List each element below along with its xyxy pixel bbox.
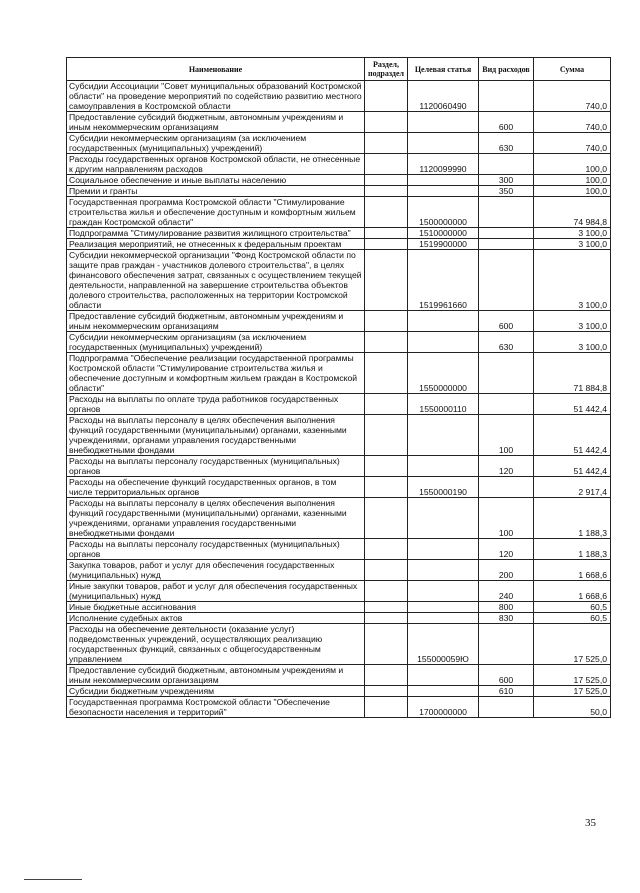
- cell-target: 1550000190: [408, 477, 479, 498]
- table-row: [67, 624, 611, 665]
- cell-kind: [479, 697, 534, 718]
- cell-target: 1550000000: [408, 353, 479, 394]
- table-row: [67, 353, 611, 394]
- cell-target: 1700000000: [408, 697, 479, 718]
- table-row: [67, 539, 611, 560]
- cell-target: 1519900000: [408, 239, 479, 250]
- cell-section: [365, 456, 408, 477]
- cell-kind: 600: [479, 112, 534, 133]
- cell-section: [365, 581, 408, 602]
- table-row: [67, 602, 611, 613]
- cell-target: [408, 665, 479, 686]
- cell-name: Подпрограмма "Обеспечение реализации государственной программы Костромской области "Стимулирование строительства жилья и обеспечение доступным и комфортным жильем граждан в Костромской области": [67, 353, 365, 394]
- cell-amount: 51 442,4: [534, 415, 611, 456]
- cell-target: [408, 602, 479, 613]
- cell-amount: 1 188,3: [534, 539, 611, 560]
- cell-kind: 800: [479, 602, 534, 613]
- cell-amount: 3 100,0: [534, 250, 611, 311]
- cell-kind: 350: [479, 186, 534, 197]
- cell-kind: 630: [479, 332, 534, 353]
- cell-kind: 200: [479, 560, 534, 581]
- cell-section: [365, 602, 408, 613]
- cell-name: Расходы на выплаты по оплате труда работников государственных органов: [67, 394, 365, 415]
- cell-target: [408, 456, 479, 477]
- cell-amount: 1 668,6: [534, 581, 611, 602]
- table-row: [67, 415, 611, 456]
- cell-target: [408, 332, 479, 353]
- cell-target: [408, 686, 479, 697]
- cell-kind: [479, 154, 534, 175]
- table-row: [67, 186, 611, 197]
- cell-target: 1550000110: [408, 394, 479, 415]
- cell-target: [408, 498, 479, 539]
- cell-target: [408, 112, 479, 133]
- cell-kind: 120: [479, 539, 534, 560]
- cell-amount: 3 100,0: [534, 332, 611, 353]
- cell-name: Расходы на выплаты персоналу государственных (муниципальных) органов: [67, 539, 365, 560]
- cell-name: Расходы на обеспечение функций государственных органов, в том числе территориальных органов: [67, 477, 365, 498]
- cell-amount: 71 884,8: [534, 353, 611, 394]
- header-amount: Сумма: [534, 58, 611, 81]
- footer-divider: [24, 879, 82, 880]
- cell-amount: 50,0: [534, 697, 611, 718]
- cell-name: Расходы государственных органов Костромской области, не отнесенные к другим направлениям расходов: [67, 154, 365, 175]
- cell-section: [365, 613, 408, 624]
- cell-section: [365, 81, 408, 112]
- cell-target: 1519961660: [408, 250, 479, 311]
- cell-target: 1510000000: [408, 228, 479, 239]
- table-header-row: [67, 58, 611, 81]
- cell-amount: 3 100,0: [534, 311, 611, 332]
- cell-target: 1120099990: [408, 154, 479, 175]
- cell-target: [408, 560, 479, 581]
- cell-section: [365, 197, 408, 228]
- cell-name: Субсидии некоммерческой организации "Фонд Костромской области по защите прав граждан - участников долевого строительства", в целях финансового обеспечения затрат, связанных с осуществлением текущей деятельности, направленной на завершение строительства объектов долевого строительства, расположенных на территории Костромской области: [67, 250, 365, 311]
- cell-target: 155000059Ю: [408, 624, 479, 665]
- cell-section: [365, 133, 408, 154]
- table-row: [67, 154, 611, 175]
- cell-name: Социальное обеспечение и иные выплаты населению: [67, 175, 365, 186]
- cell-name: Субсидии бюджетным учреждениям: [67, 686, 365, 697]
- cell-section: [365, 175, 408, 186]
- cell-amount: 17 525,0: [534, 686, 611, 697]
- cell-kind: 100: [479, 498, 534, 539]
- cell-amount: 740,0: [534, 133, 611, 154]
- cell-target: [408, 311, 479, 332]
- cell-amount: 17 525,0: [534, 665, 611, 686]
- cell-name: Государственная программа Костромской области "Обеспечение безопасности населения и территорий": [67, 697, 365, 718]
- cell-kind: [479, 394, 534, 415]
- cell-kind: 610: [479, 686, 534, 697]
- cell-kind: 300: [479, 175, 534, 186]
- cell-kind: [479, 239, 534, 250]
- cell-target: [408, 186, 479, 197]
- cell-name: Субсидии некоммерческим организациям (за исключением государственных (муниципальных) учреждений): [67, 332, 365, 353]
- table-row: [67, 477, 611, 498]
- cell-kind: [479, 250, 534, 311]
- cell-target: [408, 133, 479, 154]
- table-body: [67, 81, 611, 718]
- table-row: [67, 239, 611, 250]
- cell-name: Подпрограмма "Стимулирование развития жилищного строительства": [67, 228, 365, 239]
- table-row: [67, 112, 611, 133]
- cell-kind: 830: [479, 613, 534, 624]
- table-row: [67, 665, 611, 686]
- cell-name: Расходы на обеспечение деятельности (оказание услуг) подведомственных учреждений, осуществляющих реализацию государственных функций, связанных с общегосударственным управлением: [67, 624, 365, 665]
- cell-amount: 3 100,0: [534, 239, 611, 250]
- table-row: [67, 228, 611, 239]
- cell-section: [365, 186, 408, 197]
- cell-amount: 51 442,4: [534, 456, 611, 477]
- cell-name: Исполнение судебных актов: [67, 613, 365, 624]
- cell-name: Расходы на выплаты персоналу в целях обеспечения выполнения функций государственными (муниципальными) органами, казенными учреждениями, органами управления государственными внебюджетными фондами: [67, 498, 365, 539]
- cell-amount: 740,0: [534, 112, 611, 133]
- cell-amount: 100,0: [534, 186, 611, 197]
- cell-target: [408, 581, 479, 602]
- cell-section: [365, 560, 408, 581]
- budget-page: [66, 57, 610, 718]
- cell-target: 1500000000: [408, 197, 479, 228]
- cell-section: [365, 353, 408, 394]
- cell-amount: 3 100,0: [534, 228, 611, 239]
- table-row: [67, 133, 611, 154]
- cell-kind: [479, 624, 534, 665]
- cell-section: [365, 498, 408, 539]
- cell-kind: 100: [479, 415, 534, 456]
- table-row: [67, 250, 611, 311]
- cell-section: [365, 154, 408, 175]
- cell-name: Иные закупки товаров, работ и услуг для обеспечения государственных (муниципальных) нужд: [67, 581, 365, 602]
- cell-amount: 1 668,6: [534, 560, 611, 581]
- cell-amount: 740,0: [534, 81, 611, 112]
- cell-kind: [479, 353, 534, 394]
- cell-name: Субсидии Ассоциации "Совет муниципальных образований Костромской области" на проведение мероприятий по содействию развитию местного самоуправления в Костромской области: [67, 81, 365, 112]
- table-row: [67, 311, 611, 332]
- cell-name: Предоставление субсидий бюджетным, автономным учреждениям и иным некоммерческим организациям: [67, 665, 365, 686]
- cell-section: [365, 112, 408, 133]
- cell-kind: 630: [479, 133, 534, 154]
- cell-target: 1120060490: [408, 81, 479, 112]
- cell-section: [365, 697, 408, 718]
- cell-amount: 60,5: [534, 613, 611, 624]
- cell-section: [365, 415, 408, 456]
- cell-amount: 51 442,4: [534, 394, 611, 415]
- cell-target: [408, 613, 479, 624]
- cell-kind: [479, 477, 534, 498]
- cell-section: [365, 239, 408, 250]
- cell-section: [365, 539, 408, 560]
- table-row: [67, 175, 611, 186]
- cell-kind: 120: [479, 456, 534, 477]
- table-row: [67, 581, 611, 602]
- table-row: [67, 697, 611, 718]
- cell-section: [365, 624, 408, 665]
- cell-amount: 17 525,0: [534, 624, 611, 665]
- cell-kind: 600: [479, 311, 534, 332]
- cell-amount: 60,5: [534, 602, 611, 613]
- table-row: [67, 197, 611, 228]
- cell-kind: 600: [479, 665, 534, 686]
- header-section: Раздел, подраздел: [365, 58, 408, 81]
- cell-section: [365, 665, 408, 686]
- cell-name: Реализация мероприятий, не отнесенных к федеральным проектам: [67, 239, 365, 250]
- cell-section: [365, 311, 408, 332]
- header-target: Целевая статья: [408, 58, 479, 81]
- cell-kind: [479, 228, 534, 239]
- table-row: [67, 613, 611, 624]
- cell-name: Премии и гранты: [67, 186, 365, 197]
- cell-kind: 240: [479, 581, 534, 602]
- cell-target: [408, 539, 479, 560]
- header-name: Наименование: [67, 58, 365, 81]
- cell-target: [408, 415, 479, 456]
- cell-section: [365, 394, 408, 415]
- cell-section: [365, 250, 408, 311]
- cell-amount: 74 984,8: [534, 197, 611, 228]
- cell-section: [365, 228, 408, 239]
- cell-amount: 2 917,4: [534, 477, 611, 498]
- cell-amount: 100,0: [534, 175, 611, 186]
- cell-name: Расходы на выплаты персоналу в целях обеспечения выполнения функций государственными (муниципальными) органами, казенными учреждениями, органами управления государственными внебюджетными фондами: [67, 415, 365, 456]
- cell-target: [408, 175, 479, 186]
- table-row: [67, 498, 611, 539]
- table-row: [67, 81, 611, 112]
- cell-kind: [479, 197, 534, 228]
- cell-amount: 100,0: [534, 154, 611, 175]
- cell-name: Субсидии некоммерческим организациям (за исключением государственных (муниципальных) учреждений): [67, 133, 365, 154]
- header-kind: Вид расходов: [479, 58, 534, 81]
- table-row: [67, 456, 611, 477]
- page-number: 35: [585, 817, 596, 829]
- cell-section: [365, 477, 408, 498]
- cell-name: Иные бюджетные ассигнования: [67, 602, 365, 613]
- cell-name: Расходы на выплаты персоналу государственных (муниципальных) органов: [67, 456, 365, 477]
- cell-name: Закупка товаров, работ и услуг для обеспечения государственных (муниципальных) нужд: [67, 560, 365, 581]
- cell-name: Предоставление субсидий бюджетным, автономным учреждениям и иным некоммерческим организациям: [67, 311, 365, 332]
- cell-kind: [479, 81, 534, 112]
- table-row: [67, 332, 611, 353]
- table-row: [67, 560, 611, 581]
- cell-name: Предоставление субсидий бюджетным, автономным учреждениям и иным некоммерческим организациям: [67, 112, 365, 133]
- cell-section: [365, 686, 408, 697]
- cell-name: Государственная программа Костромской области "Стимулирование строительства жилья и обеспечение доступным и комфортным жильем граждан Костромской области": [67, 197, 365, 228]
- cell-amount: 1 188,3: [534, 498, 611, 539]
- table-row: [67, 394, 611, 415]
- budget-table: [66, 57, 611, 718]
- table-row: [67, 686, 611, 697]
- cell-section: [365, 332, 408, 353]
